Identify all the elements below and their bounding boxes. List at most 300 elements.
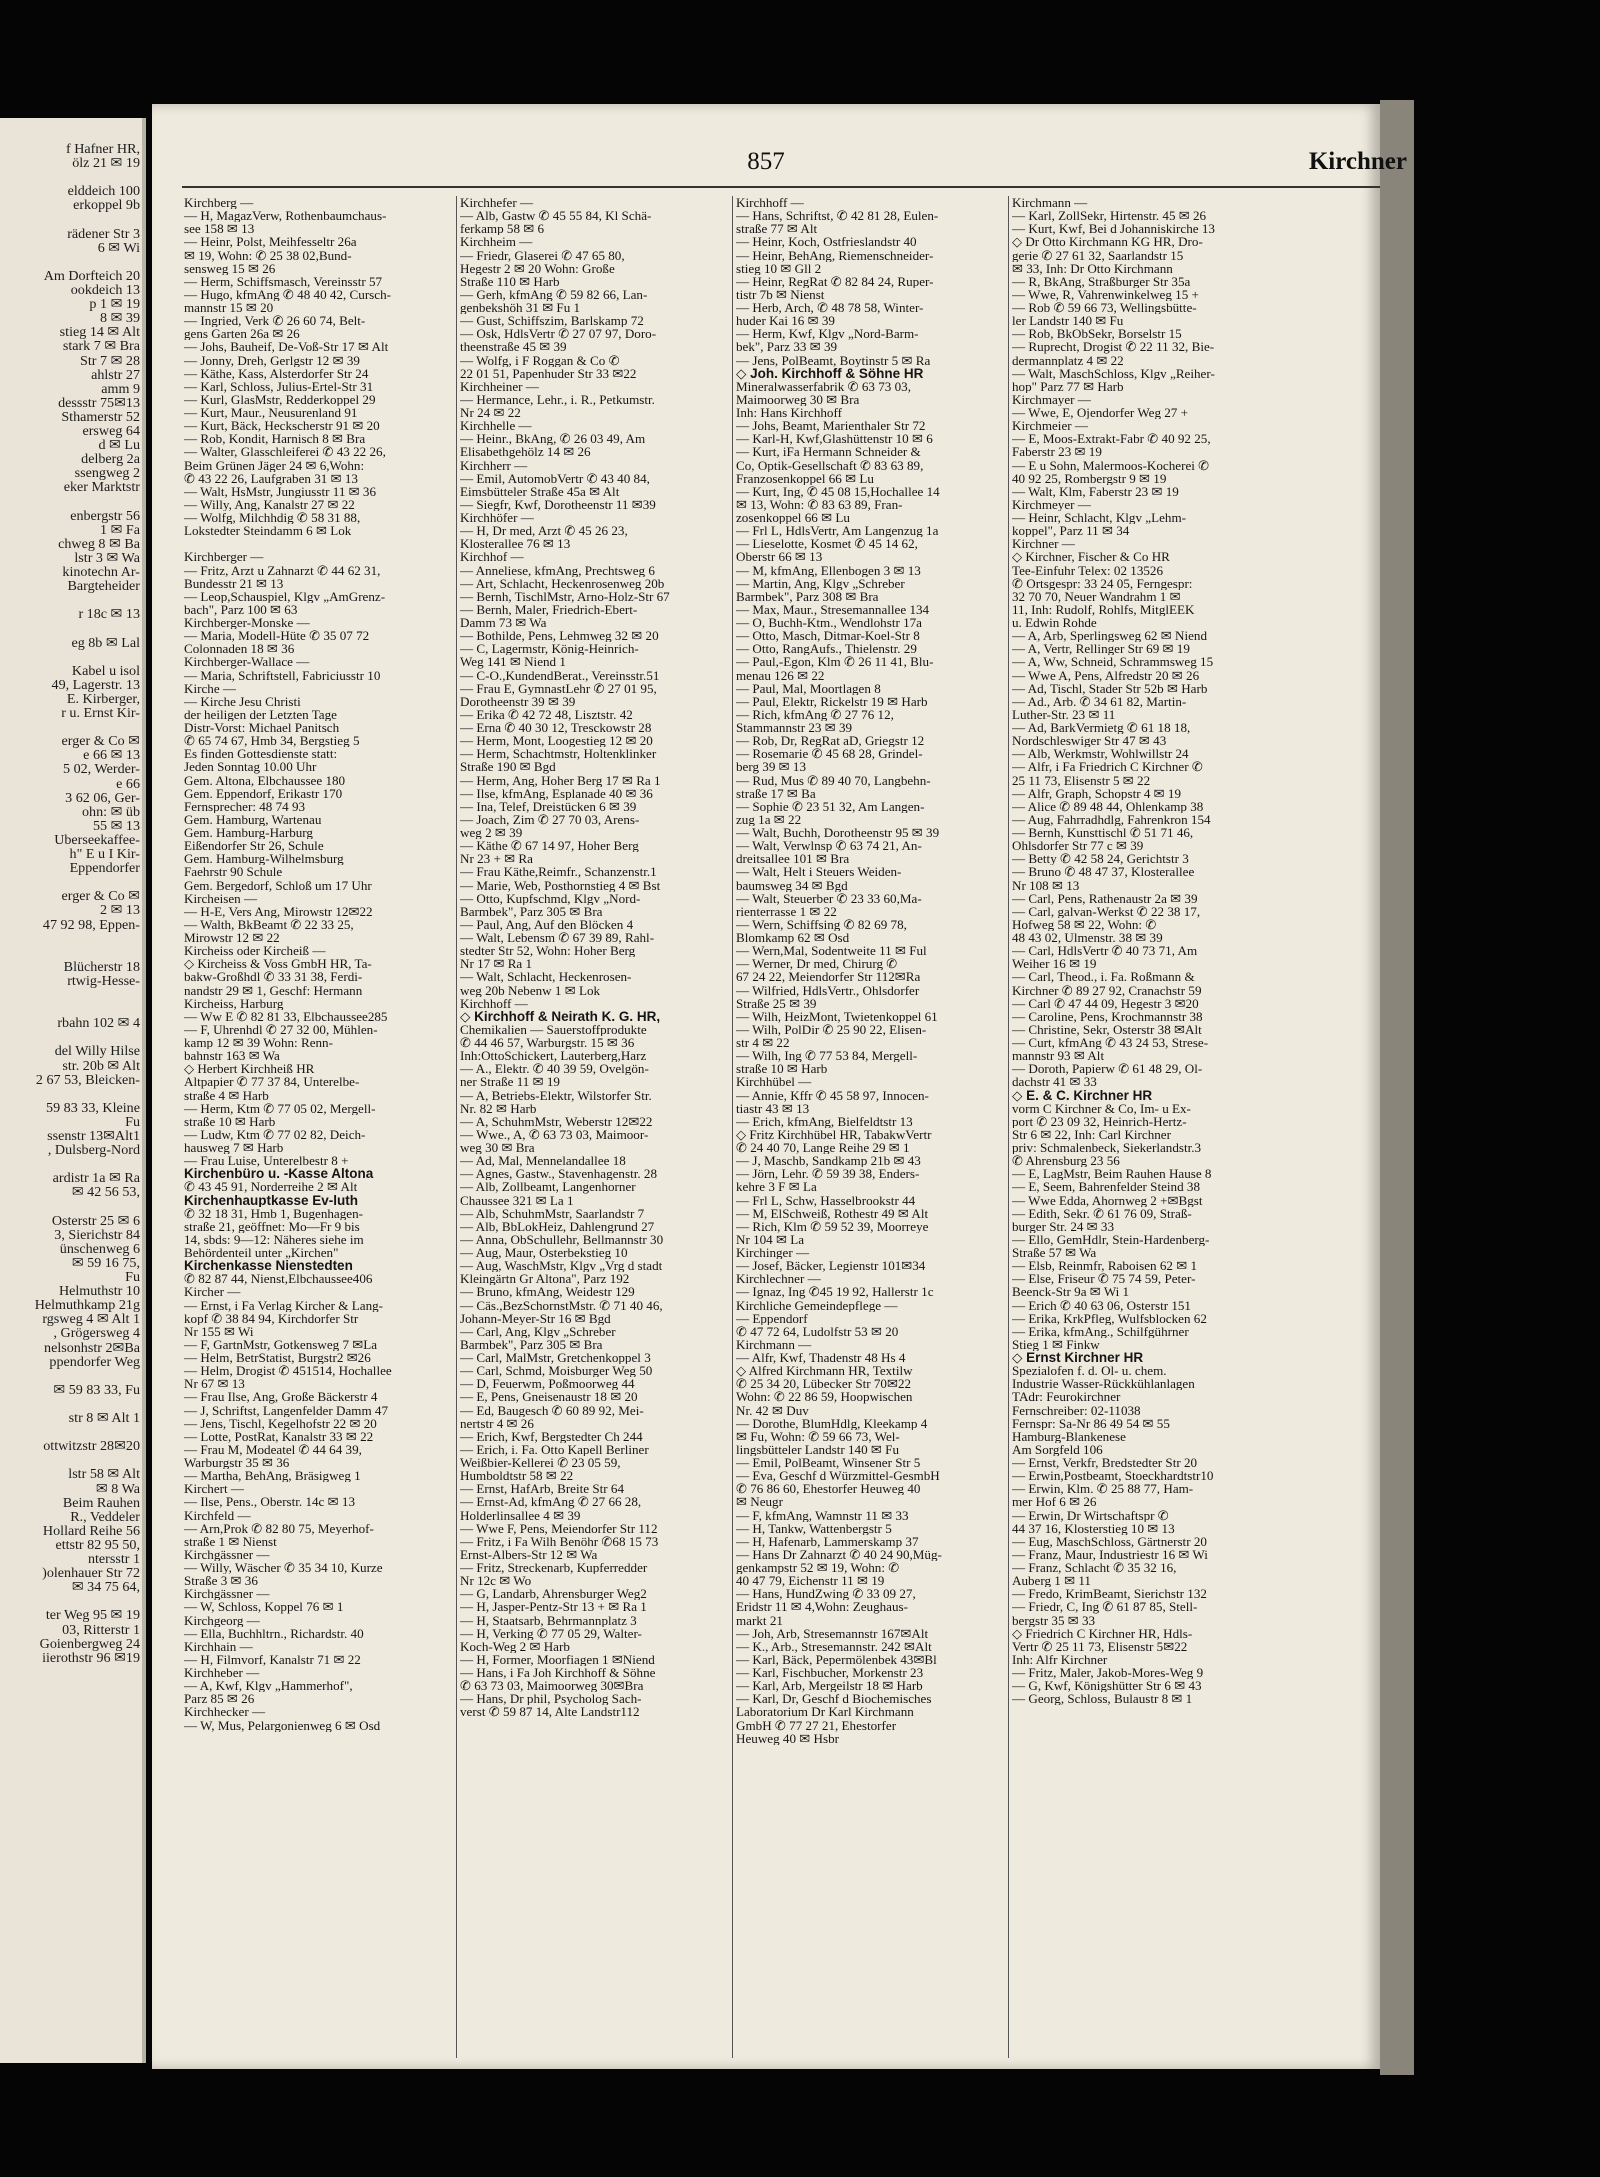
previous-page-line: 59 83 33, Kleine <box>46 1099 140 1116</box>
previous-page-line: Bargteheider <box>67 578 140 595</box>
directory-entry-line: — Carl, Ang, Klgv „Schreber <box>460 1324 616 1338</box>
directory-entry-line: ✉ 33, Inh: Dr Otto Kirchmann <box>1012 261 1173 275</box>
directory-entry-line: Straße 25 ✉ 39 <box>736 996 817 1010</box>
directory-entry-line: — Walth, BkBeamt ✆ 22 33 25, <box>184 917 354 931</box>
directory-entry-line: — Herm, Ang, Hoher Berg 17 ✉ Ra 1 <box>460 773 661 787</box>
previous-page-line: nelsonhstr 2✉Ba <box>44 1339 140 1356</box>
directory-entry-line: Kirchhof — <box>460 550 524 564</box>
directory-entry-line: — Alfr, Kwf, Thadenstr 48 Hs 4 <box>736 1351 906 1365</box>
directory-entry-line: — Walt, Helt i Steuers Weiden- <box>736 865 902 879</box>
directory-entry-line: — K., Arb., Stresemannstr. 242 ✉Alt <box>736 1639 932 1653</box>
directory-entry-line: bakw-Großhdl ✆ 33 31 38, Ferdi- <box>184 970 363 984</box>
directory-entry-line: 48 43 02, Ulmenstr. 38 ✉ 39 <box>1012 931 1163 945</box>
directory-entry-line: 25 11 73, Elisenstr 5 ✉ 22 <box>1012 773 1151 787</box>
directory-entry-line: — Käthe, Kass, Alsterdorfer Str 24 <box>184 366 369 380</box>
directory-entry-line: — Ella, Buchhltrn., Richardstr. 40 <box>184 1626 364 1640</box>
previous-page-line: amm 9 <box>101 380 140 397</box>
directory-entry-line: Kirchhelle — <box>460 419 532 433</box>
directory-entry-line: — Maria, Modell-Hüte ✆ 35 07 72 <box>184 629 370 643</box>
directory-entry-line: — M, kfmAng, Ellenbogen 3 ✉ 13 <box>736 563 921 577</box>
directory-entry-line: ◇ Dr Otto Kirchmann KG HR, Dro- <box>1012 235 1203 249</box>
directory-entry-line: Fernspr: Sa-Nr 86 49 54 ✉ 55 <box>1012 1416 1170 1430</box>
directory-entry-line: — H, Former, Moorfiagen 1 ✉Niend <box>460 1652 655 1666</box>
directory-entry-line: — Franz, Schlacht ✆ 35 32 16, <box>1012 1561 1177 1575</box>
directory-entry-line: — Hans, i Fa Joh Kirchhoff & Söhne <box>460 1666 656 1680</box>
directory-entry-line: ✆ 76 86 60, Ehestorfer Heuweg 40 <box>736 1482 921 1496</box>
directory-entry-line: kamp 12 ✉ 39 Wohn: Renn- <box>184 1036 333 1050</box>
directory-entry-line: Franzosenkoppel 66 ✉ Lu <box>736 471 874 485</box>
directory-entry-line: Kirchert — <box>184 1482 244 1496</box>
directory-entry-line: — Friedr, C, Ing ✆ 61 87 85, Stell- <box>1012 1600 1198 1614</box>
previous-page-line: str 8 ✉ Alt 1 <box>68 1410 140 1426</box>
previous-page-line: delberg 2a <box>81 451 140 468</box>
directory-entry-line: Gem. Hamburg-Harburg <box>184 826 313 840</box>
directory-entry-line: — Wilh, PolDir ✆ 25 90 22, Elisen- <box>736 1022 927 1036</box>
directory-entry-line: — Anneliese, kfmAng, Prechtsweg 6 <box>460 563 655 577</box>
directory-entry-line: Kirchheiner — <box>460 379 539 393</box>
previous-page-line: Blücherstr 18 <box>63 958 140 975</box>
previous-page-line: erkoppel 9b <box>73 197 140 214</box>
directory-entry-line: ✉ 19, Wohn: ✆ 25 38 02,Bund- <box>184 248 352 262</box>
directory-entry-line: — Ernst, Verkfr, Bredstedter Str 20 <box>1012 1456 1198 1470</box>
directory-entry-line: — Herm, Schachtmstr, Holtenklinker <box>460 747 657 761</box>
previous-page-line: rgsweg 4 ✉ Alt 1 <box>42 1311 140 1328</box>
directory-entry-line: — Erna ✆ 40 30 12, Tresckowstr 28 <box>460 721 652 735</box>
directory-entry-line: Tee-Einfuhr Telex: 02 13526 <box>1012 563 1164 577</box>
previous-page-line: lstr 58 ✉ Alt <box>68 1466 140 1483</box>
column-divider <box>1008 196 1009 2058</box>
column-divider <box>732 196 733 2058</box>
directory-entry-line: ◇ Kirchner, Fischer & Co HR <box>1012 550 1170 564</box>
directory-entry-line <box>184 537 454 550</box>
directory-entry-line: — Frl L, Schw, Hasselbrookstr 44 <box>736 1193 916 1207</box>
previous-page-line: e 66 ✉ 13 <box>83 747 140 764</box>
directory-entry-line: Am Sorgfeld 106 <box>1012 1442 1103 1456</box>
column-3 <box>736 196 1006 1745</box>
directory-entry-line: — Walt, MaschSchloss, Klgv „Reiher- <box>1012 366 1215 380</box>
directory-entry-line: — Bothilde, Pens, Lehmweg 32 ✉ 20 <box>460 629 659 643</box>
directory-entry-line: Damm 73 ✉ Wa <box>460 616 547 630</box>
page-number: 857 <box>747 148 785 175</box>
previous-page-line: stieg 14 ✉ Alt <box>59 324 140 341</box>
directory-entry-line: — H, Tankw, Wattenbergstr 5 <box>736 1521 892 1535</box>
directory-entry-line: — Alb, SchuhmMstr, Saarlandstr 7 <box>460 1206 645 1220</box>
directory-entry-line: — Kurt, Maur., Neusurenland 91 <box>184 406 358 420</box>
directory-entry-line: Luther-Str. 23 ✉ 11 <box>1012 707 1116 721</box>
directory-entry-line: see 158 ✉ 13 <box>184 222 255 236</box>
directory-entry-line: port ✆ 23 09 32, Heinrich-Hertz- <box>1012 1114 1187 1128</box>
directory-entry-line: bach", Parz 100 ✉ 63 <box>184 602 298 616</box>
directory-entry-line: Vertr ✆ 25 11 73, Elisenstr 5✉22 <box>1012 1639 1188 1653</box>
directory-entry-line: — Johs, Beamt, Marienthaler Str 72 <box>736 419 926 433</box>
directory-entry-line: — Karl, Bäck, Pepermölenbek 43✉Bl <box>736 1652 937 1666</box>
directory-entry-line: Beenck-Str 9a ✉ Wi 1 <box>1012 1285 1130 1299</box>
directory-entry-line: — Walt, Lebensm ✆ 67 39 89, Rahl- <box>460 931 655 945</box>
directory-entry-line: — Ww E ✆ 82 81 33, Elbchaussee285 <box>184 1009 388 1023</box>
directory-entry-line: 44 37 16, Klosterstieg 10 ✉ 13 <box>1012 1521 1175 1535</box>
directory-entry-line: — Kurt, Ing, ✆ 45 08 15,Hochallee 14 <box>736 484 940 498</box>
directory-entry-line: — Heinr, BehAng, Riemenschneider- <box>736 248 934 262</box>
directory-entry-line: — Ruprecht, Drogist ✆ 22 11 32, Bie- <box>1012 340 1215 354</box>
directory-entry-line: straße 21, geöffnet: Mo—Fr 9 bis <box>184 1219 360 1233</box>
directory-entry-line: Kirchmayer — <box>1012 392 1091 406</box>
directory-entry-line: — Jens, Tischl, Kegelhofstr 22 ✉ 20 <box>184 1416 377 1430</box>
directory-entry-line: — F, GartnMstr, Gotkensweg 7 ✉La <box>184 1337 378 1351</box>
directory-entry-line: Weg 141 ✉ Niend 1 <box>460 655 566 669</box>
directory-entry-line: Inh: Alfr Kirchner <box>1012 1652 1108 1666</box>
directory-entry-line: — Betty ✆ 42 58 24, Gerichtstr 3 <box>1012 852 1189 866</box>
directory-entry-line: — H-E, Vers Ang, Mirowstr 12✉22 <box>184 904 373 918</box>
directory-entry-line: Distr-Vorst: Michael Panitsch <box>184 721 340 735</box>
previous-page-line: E. Kirberger, <box>66 690 140 707</box>
directory-entry-line: — Sophie ✆ 23 51 32, Am Langen- <box>736 799 925 813</box>
directory-entry-line: — Bernh, Kunsttischl ✆ 51 71 46, <box>1012 826 1194 840</box>
previous-page-line: 3, Sierichstr 84 <box>54 1226 140 1243</box>
column-1 <box>184 196 454 1732</box>
directory-entry-line: — Lotte, PostRat, Kanalstr 33 ✉ 22 <box>184 1429 374 1443</box>
directory-entry-line: Nordschleswiger Str 47 ✉ 43 <box>1012 734 1167 748</box>
directory-entry-line: — Heinr., BkAng, ✆ 26 03 49, Am <box>460 432 646 446</box>
directory-entry-line: vorm C Kirchner & Co, Im- u Ex- <box>1012 1101 1191 1115</box>
directory-entry-line: — Rich, kfmAng ✆ 27 76 12, <box>736 707 894 721</box>
previous-page-line: 2 67 53, Bleicken- <box>35 1071 140 1088</box>
previous-page-line: Helmuthkamp 21g <box>34 1297 140 1314</box>
directory-entry-line: — Erwin,Postbeamt, Stoeckhardtstr10 <box>1012 1469 1214 1483</box>
directory-entry-line: Gem. Hamburg-Wilhelmsburg <box>184 852 344 866</box>
directory-entry-line: dachstr 41 ✉ 33 <box>1012 1075 1097 1089</box>
directory-entry-line: — Art, Schlacht, Heckenrosenweg 20b <box>460 576 665 590</box>
directory-entry-line: — Aug, Fahrradhdlg, Fahrenkron 154 <box>1012 812 1211 826</box>
directory-entry-line: Eridstr 11 ✉ 4,Wohn: Zeughaus- <box>736 1600 908 1614</box>
directory-entry-line: Wohn: ✆ 22 86 59, Hoopwischen <box>736 1390 913 1404</box>
directory-entry-line: menau 126 ✉ 22 <box>736 668 825 682</box>
directory-entry-line: — Johs, Bauheif, De-Voß-Str 17 ✉ Alt <box>184 340 389 354</box>
directory-entry-line: — Heinr, RegRat ✆ 82 84 24, Ruper- <box>736 274 934 288</box>
directory-entry-line: ler Landstr 140 ✉ Fu <box>1012 314 1124 328</box>
directory-entry-line: — Emil, PolBeamt, Winsener Str 5 <box>736 1456 921 1470</box>
directory-entry-line: Dorotheenstr 39 ✉ 39 <box>460 694 576 708</box>
directory-entry-line: — A, Arb, Sperlingsweg 62 ✉ Niend <box>1012 629 1207 643</box>
directory-entry-line: Str 6 ✉ 22, Inh: Carl Kirchner <box>1012 1127 1171 1141</box>
directory-entry-line: koppel", Parz 11 ✉ 34 <box>1012 524 1130 538</box>
directory-entry-line: Straße 190 ✉ Bgd <box>460 760 556 774</box>
directory-entry-line: Kirchhain — <box>184 1639 253 1653</box>
directory-entry-line: Bundesstr 21 ✉ 13 <box>184 576 284 590</box>
previous-page-line: e 66 <box>116 775 140 792</box>
directory-entry-line: Kirchhoff — <box>460 996 528 1010</box>
previous-page-line: chweg 8 ✉ Ba <box>58 535 140 552</box>
previous-page-line: ✉ 42 56 53, <box>71 1184 140 1201</box>
directory-entry-line: sensweg 15 ✉ 26 <box>184 261 276 275</box>
directory-entry-line: Kirchinger — <box>736 1246 810 1260</box>
directory-entry-line: — H, Hafenarb, Lammerskamp 37 <box>736 1534 919 1548</box>
directory-entry-line: — Caroline, Pens, Krochmannstr 38 <box>1012 1009 1203 1023</box>
directory-entry-line: weg 2 ✉ 39 <box>460 826 523 840</box>
directory-entry-line: — Joach, Zim ✆ 27 70 03, Arens- <box>460 812 640 826</box>
directory-entry-line: 40 92 25, Rombergstr 9 ✉ 19 <box>1012 471 1167 485</box>
directory-entry-line: — Ad., Arb. ✆ 34 61 82, Martin- <box>1012 694 1187 708</box>
previous-page-line: ölz 21 ✉ 19 <box>72 155 140 172</box>
directory-entry-line: Colonnaden 18 ✉ 36 <box>184 642 295 656</box>
directory-entry-line: — Rich, Klm ✆ 59 52 39, Moorreye <box>736 1219 929 1233</box>
directory-entry-line: — Josef, Bäcker, Legienstr 101✉34 <box>736 1259 926 1273</box>
directory-entry-line: straße 4 ✉ Harb <box>184 1088 269 1102</box>
directory-entry-line: ◇ Ernst Kirchner HR <box>1012 1351 1144 1365</box>
directory-entry-line: — M, ElSchweiß, Rothestr 49 ✉ Alt <box>736 1206 929 1220</box>
directory-entry-line: — Ad, Mal, Mennelandallee 18 <box>460 1154 626 1168</box>
directory-entry-line: — Emil, AutomobVertr ✆ 43 40 84, <box>460 471 650 485</box>
directory-entry-line: Weiher 16 ✉ 19 <box>1012 957 1097 971</box>
directory-entry-line: — D, Feuerwm, Poßmoorweg 44 <box>460 1377 635 1391</box>
directory-entry-line: — Fritz, Maler, Jakob-Mores-Weg 9 <box>1012 1666 1204 1680</box>
directory-entry-line: ✆ 43 45 91, Norderreihe 2 ✉ Alt <box>184 1180 358 1194</box>
directory-entry-line: — Eug, MaschSchloss, Gärtnerstr 20 <box>1012 1534 1207 1548</box>
directory-entry-line: — Helm, Drogist ✆ 451514, Hochallee <box>184 1364 392 1378</box>
directory-entry-line: stedter Str 52, Wohn: Hoher Berg <box>460 944 636 958</box>
directory-entry-line: — Ello, GemHdlr, Stein-Hardenberg- <box>1012 1232 1210 1246</box>
directory-entry-line: — Alfr, i Fa Friedrich C Kirchner ✆ <box>1012 760 1203 774</box>
directory-entry-line: — Herb, Arch, ✆ 48 78 58, Winter- <box>736 301 924 315</box>
directory-entry-line: — Wwe A, Pens, Alfredstr 20 ✉ 26 <box>1012 668 1200 682</box>
directory-entry-line: 32 70 70, Neuer Wandrahm 1 ✉ <box>1012 589 1181 603</box>
directory-entry-line: u. Edwin Rohde <box>1012 616 1097 630</box>
previous-page-line: ✉ 34 75 64, <box>71 1579 140 1596</box>
directory-entry-line: baumsweg 34 ✉ Bgd <box>736 878 848 892</box>
directory-entry-line: — Frau Käthe,Reimfr., Schanzenstr.1 <box>460 865 657 879</box>
directory-entry-line: Kirchberg — <box>184 196 254 210</box>
directory-entry-line: — Wolfg, i F Roggan & Co ✆ <box>460 353 620 367</box>
directory-entry-line: Kirchhecker — <box>184 1705 266 1719</box>
directory-entry-line: rienterrasse 1 ✉ 22 <box>736 904 837 918</box>
previous-page-line: Uberseekaffee- <box>54 831 140 848</box>
previous-page-line: 1 ✉ Fa <box>100 521 140 538</box>
directory-entry-line: Barmbek", Parz 308 ✉ Bra <box>736 589 879 603</box>
directory-entry-line: Chaussee 321 ✉ La 1 <box>460 1193 574 1207</box>
directory-entry-line: — Kurt, Kwf, Bei d Johanniskirche 13 <box>1012 222 1215 236</box>
directory-entry-line: — Fritz, Streckenarb, Kupferredder <box>460 1561 648 1575</box>
directory-entry-line: Heuweg 40 ✉ Hsbr <box>736 1731 839 1745</box>
directory-entry-line: — E, LagMstr, Beim Rauhen Hause 8 <box>1012 1167 1212 1181</box>
column-2 <box>460 196 730 1719</box>
directory-entry-line: — Carl, galvan-Werkst ✆ 22 38 17, <box>1012 904 1201 918</box>
directory-entry-line: hausweg 7 ✉ Harb <box>184 1141 284 1155</box>
directory-entry-line: — Walt, Steuerber ✆ 23 33 60,Ma- <box>736 891 922 905</box>
previous-page-line: , Dulsberg-Nord <box>47 1142 140 1159</box>
directory-entry-line: ◇ Kircheiss & Voss GmbH HR, Ta- <box>184 957 372 971</box>
previous-page-line: R., Veddeler <box>70 1508 140 1525</box>
directory-entry-line: — Willy, Ang, Kanalstr 27 ✉ 22 <box>184 497 355 511</box>
directory-entry-line: — Dorothe, BlumHdlg, Kleekamp 4 <box>736 1416 928 1430</box>
previous-page-line: 5 02, Werder- <box>63 761 140 778</box>
directory-entry-line: Beim Grünen Jäger 24 ✉ 6,Wohn: <box>184 458 365 472</box>
previous-page-line: ardistr 1a ✉ Ra <box>52 1170 140 1187</box>
directory-entry-line: dreitsallee 101 ✉ Bra <box>736 852 850 866</box>
directory-entry-line: Humboldtstr 58 ✉ 22 <box>460 1469 574 1483</box>
directory-entry-line: Nr 108 ✉ 13 <box>1012 878 1080 892</box>
directory-entry-line: Nr 17 ✉ Ra 1 <box>460 957 533 971</box>
directory-entry-line: — H, Dr med, Arzt ✆ 45 26 23, <box>460 524 628 538</box>
directory-entry-line: Kirchhöfer — <box>460 511 534 525</box>
directory-entry-line: bek", Parz 33 ✉ 39 <box>736 340 838 354</box>
directory-entry-line: — Gust, Schiffszim, Barlskamp 72 <box>460 314 644 328</box>
directory-entry-line: nandstr 29 ✉ 1, Geschf: Hermann <box>184 983 363 997</box>
directory-entry-line: — F, kfmAng, Wamnstr 11 ✉ 33 <box>736 1508 909 1522</box>
directory-entry-line: Ernst-Albers-Str 12 ✉ Wa <box>460 1547 598 1561</box>
directory-entry-line: — Else, Friseur ✆ 75 74 59, Peter- <box>1012 1272 1196 1286</box>
directory-entry-line: — Christine, Sekr, Osterstr 38 ✉Alt <box>1012 1022 1202 1036</box>
directory-entry-line: Lokstedter Steindamm 6 ✉ Lok <box>184 524 352 538</box>
directory-entry-line: — Edith, Sekr. ✆ 61 76 09, Straß- <box>1012 1206 1192 1220</box>
directory-entry-line: — Kurt, iFa Hermann Schneider & <box>736 445 921 459</box>
directory-entry-line: — Bernh, Maler, Friedrich-Ebert- <box>460 602 638 616</box>
directory-entry-line: Gem. Bergedorf, Schloß um 17 Uhr <box>184 878 372 892</box>
directory-entry-line: — E u Sohn, Malermoos-Kocherei ✆ <box>1012 458 1210 472</box>
previous-page-line: kinotechn Ar- <box>62 564 140 580</box>
previous-page-line: d ✉ Lu <box>98 437 140 454</box>
directory-entry-line: Parz 85 ✉ 26 <box>184 1692 255 1706</box>
directory-entry-line: — A, Betriebs-Elektr, Wilstorfer Str. <box>460 1088 652 1102</box>
directory-entry-line: Kirchner ✆ 89 27 92, Cranachstr 59 <box>1012 983 1202 997</box>
directory-entry-line: Nr 23 + ✉ Ra <box>460 852 533 866</box>
directory-entry-line: — Martin, Ang, Klgv „Schreber <box>736 576 905 590</box>
directory-entry-line: str 4 ✉ 22 <box>736 1036 790 1050</box>
directory-entry-line: — Cäs.,BezSchornstMstr. ✆ 71 40 46, <box>460 1298 663 1312</box>
directory-entry-line: Kirchmann — <box>1012 196 1088 210</box>
previous-page-line: ppendorfer Weg <box>49 1353 140 1370</box>
previous-page-line: ssengweg 2 <box>74 465 140 482</box>
directory-entry-line: — Paul, Elektr, Rickelstr 19 ✉ Harb <box>736 694 928 708</box>
directory-entry-line: — Jonny, Dreh, Gerlgstr 12 ✉ 39 <box>184 353 360 367</box>
directory-entry-line: — Anna, ObSchullehr, Bellmannstr 30 <box>460 1232 664 1246</box>
directory-entry-line: — Hugo, kfmAng ✆ 48 40 42, Cursch- <box>184 287 392 301</box>
directory-entry-line: — C, Lagermstr, König-Heinrich- <box>460 642 639 656</box>
directory-entry-line: Nr 104 ✉ La <box>736 1232 805 1246</box>
previous-page-line: lstr 3 ✉ Wa <box>74 549 140 566</box>
directory-entry-line: — Walt, Schlacht, Heckenrosen- <box>460 970 632 984</box>
directory-entry-line: verst ✆ 59 87 14, Alte Landstr112 <box>460 1705 640 1719</box>
directory-entry-line: Kirchenbüro u. -Kasse Altona <box>184 1167 374 1181</box>
column-4 <box>1012 196 1282 1705</box>
directory-entry-line: Blomkamp 62 ✉ Osd <box>736 931 850 945</box>
previous-page-line: Eppendorfer <box>69 860 140 877</box>
directory-entry-line: — Wilh, Ing ✆ 77 53 84, Mergell- <box>736 1049 918 1063</box>
directory-entry-line: — Franz, Maur, Industriestr 16 ✉ Wi <box>1012 1547 1208 1561</box>
directory-entry-line: 14, sbds: 9—12: Näheres siehe im <box>184 1232 364 1246</box>
directory-entry-line: — E, Moos-Extrakt-Fabr ✆ 40 92 25, <box>1012 432 1211 446</box>
directory-entry-line: — Kurl, GlasMstr, Redderkoppel 29 <box>184 392 376 406</box>
directory-entry-line: — Carl, Pens, Rathenaustr 2a ✉ 39 <box>1012 891 1198 905</box>
directory-entry-line: Kirchberger — <box>184 550 264 564</box>
directory-entry-line: Kirche — <box>184 681 236 695</box>
directory-entry-line: — Joh, Arb, Stresemannstr 167✉Alt <box>736 1626 929 1640</box>
directory-entry-line: mannstr 15 ✉ 20 <box>184 301 274 315</box>
directory-entry-line: — Ernst, i Fa Verlag Kircher & Lang- <box>184 1298 384 1312</box>
directory-entry-line: — Walt, Buchh, Dorotheenstr 95 ✉ 39 <box>736 826 940 840</box>
directory-entry-line: ✉ 13, Wohn: ✆ 83 63 89, Fran- <box>736 497 903 511</box>
directory-entry-line: — E, Pens, Gneisenaustr 18 ✉ 20 <box>460 1390 638 1404</box>
previous-page-line: dessstr 75✉13 <box>58 394 140 411</box>
directory-entry-line: ✆ 24 40 70, Lange Reihe 29 ✉ 1 <box>736 1141 910 1155</box>
previous-page-line: Kabel u isol <box>71 662 140 679</box>
directory-entry-line: Klosterallee 76 ✉ 13 <box>460 537 571 551</box>
directory-entry-line: kopf ✆ 38 84 94, Kirchdorfer Str <box>184 1311 359 1325</box>
directory-entry-line: ✆ 47 72 64, Ludolfstr 53 ✉ 20 <box>736 1324 899 1338</box>
directory-entry-line: — Erika, KrkPfleg, Wulfsblocken 62 <box>1012 1311 1207 1325</box>
directory-entry-line: Maimoorweg 30 ✉ Bra <box>736 392 860 406</box>
directory-entry-line: stieg 10 ✉ Gll 2 <box>736 261 822 275</box>
directory-entry-line: — H, Verking ✆ 77 05 29, Walter- <box>460 1626 642 1640</box>
directory-entry-line: — Annie, Kffr ✆ 45 58 97, Innocen- <box>736 1088 929 1102</box>
previous-page-line: ahlstr 27 <box>91 366 140 383</box>
directory-entry-line: — Elsb, Reinmfr, Raboisen 62 ✉ 1 <box>1012 1259 1198 1273</box>
directory-entry-line: — Ad, BarkVermietg ✆ 61 18 18, <box>1012 721 1191 735</box>
directory-entry-line: — Rob, Kondit, Harnisch 8 ✉ Bra <box>184 432 366 446</box>
directory-entry-line: straße 10 ✉ Harb <box>184 1114 276 1128</box>
directory-entry-line: — Fritz, i Fa Wilh Benöhr ✆68 15 73 <box>460 1534 659 1548</box>
previous-page-line: 47 92 98, Eppen- <box>42 916 140 933</box>
directory-entry-line: Kircheisen — <box>184 891 258 905</box>
directory-entry-line: GmbH ✆ 77 27 21, Ehestorfer <box>736 1718 897 1732</box>
directory-entry-line: — O, Buchh-Ktm., Wendlohstr 17a <box>736 616 922 630</box>
directory-entry-line: — Osk, HdlsVertr ✆ 27 07 97, Doro- <box>460 327 657 341</box>
directory-entry-line: Nr. 82 ✉ Harb <box>460 1101 537 1115</box>
directory-page <box>152 104 1407 2069</box>
directory-entry-line: Faberstr 23 ✉ 19 <box>1012 445 1102 459</box>
directory-entry-line: ✆ 43 22 26, Laufgraben 31 ✉ 13 <box>184 471 358 485</box>
directory-entry-line: Johann-Meyer-Str 16 ✉ Bgd <box>460 1311 611 1325</box>
directory-entry-line: — Friedr, Glaserei ✆ 47 65 80, <box>460 248 625 262</box>
directory-entry-line: weg 30 ✉ Bra <box>460 1141 535 1155</box>
directory-entry-line: kehre 3 F ✉ La <box>736 1180 817 1194</box>
directory-entry-line: gens Garten 26a ✉ 26 <box>184 327 300 341</box>
directory-entry-line: Kleingärtn Gr Altona", Parz 192 <box>460 1272 630 1286</box>
previous-page-line: stark 7 ✉ Bra <box>62 338 140 355</box>
directory-entry-line: berg 39 ✉ 13 <box>736 760 807 774</box>
directory-entry-line: — Ilse, Pens., Oberstr. 14c ✉ 13 <box>184 1495 355 1509</box>
directory-entry-line: — Eva, Geschf d Würzmittel-GesmbH <box>736 1469 940 1483</box>
previous-page-line: ✉ 59 83 33, Fu <box>53 1381 140 1398</box>
directory-entry-line: — Käthe ✆ 67 14 97, Hoher Berg <box>460 839 639 853</box>
directory-entry-line: 40 47 79, Eichenstr 11 ✉ 19 <box>736 1574 885 1588</box>
directory-entry-line: 67 24 22, Meiendorfer Str 112✉Ra <box>736 970 921 984</box>
previous-page-line: Hollard Reihe 56 <box>42 1522 140 1539</box>
directory-entry-line: — Bruno ✆ 48 47 37, Klosterallee <box>1012 865 1195 879</box>
directory-entry-line: — Alb, Zollbeamt, Langenhorner <box>460 1180 636 1194</box>
directory-entry-line: — Leop,Schauspiel, Klgv „AmGrenz- <box>184 589 386 603</box>
directory-entry-line: straße 77 ✉ Alt <box>736 222 818 236</box>
directory-entry-line: — G, Landarb, Ahrensburger Weg2 <box>460 1587 647 1601</box>
page-edge <box>1380 100 1414 2075</box>
directory-entry-line: — Frau Ilse, Ang, Große Bäckerstr 4 <box>184 1390 378 1404</box>
previous-page-line: 8 ✉ 39 <box>100 310 140 327</box>
directory-entry-line: Kircheiss, Harburg <box>184 996 284 1010</box>
directory-entry-line: — Aug, Maur, Osterbekstieg 10 <box>460 1246 628 1260</box>
directory-entry-line: Auberg 1 ✉ 11 <box>1012 1574 1091 1588</box>
previous-page-line: Beim Rauhen <box>62 1494 140 1511</box>
directory-entry-line: dermannplatz 4 ✉ 22 <box>1012 353 1124 367</box>
directory-entry-line: — Hans, HundZwing ✆ 33 09 27, <box>736 1587 916 1601</box>
directory-entry-line: Co, Optik-Gesellschaft ✆ 83 63 89, <box>736 458 924 472</box>
directory-entry-line: Kirchmeyer — <box>1012 497 1091 511</box>
previous-page-line: ntersstr 1 <box>87 1551 140 1567</box>
directory-entry-line: ✆ 63 73 03, Maimoorweg 30✉Bra <box>460 1679 644 1693</box>
directory-entry-line: — Ina, Telef, Dreistücken 6 ✉ 39 <box>460 799 637 813</box>
directory-entry-line: — Gerh, kfmAng ✆ 59 82 66, Lan- <box>460 287 648 301</box>
directory-entry-line: — W, Mus, Pelargonienweg 6 ✉ Osd <box>184 1718 381 1732</box>
directory-entry-line: Kirchhefer — <box>460 196 534 210</box>
directory-entry-line: Fernschreiber: 02-11038 <box>1012 1403 1141 1417</box>
directory-entry-line: — Doroth, Papierw ✆ 61 48 29, Ol- <box>1012 1062 1203 1076</box>
